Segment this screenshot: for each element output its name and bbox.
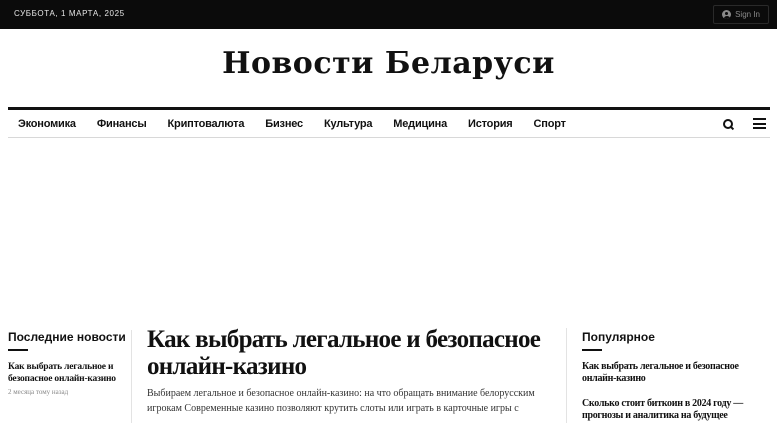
nav-item-culture[interactable]: Культура	[323, 118, 373, 130]
popular-item-title[interactable]: Как выбрать легальное и безопасное онлайн-казино	[582, 361, 739, 384]
column-divider	[566, 328, 567, 423]
featured-article	[147, 326, 552, 416]
hamburger-menu-icon[interactable]	[753, 118, 766, 129]
popular-section	[582, 330, 762, 422]
latest-news-item-time: 2 месяца тому назад	[8, 388, 69, 396]
nav-item-sport[interactable]: Спорт	[533, 118, 566, 130]
main-navigation	[8, 107, 770, 138]
latest-news-title: Последние новости	[8, 330, 126, 344]
nav-item-crypto[interactable]: Криптовалюта	[167, 118, 245, 130]
nav-item-economy[interactable]: Экономика	[18, 118, 76, 130]
user-icon	[722, 10, 731, 19]
latest-news-section	[8, 330, 126, 396]
section-underline	[8, 349, 28, 351]
site-logo[interactable]: Новости Беларуси	[222, 46, 555, 81]
nav-item-finance[interactable]: Финансы	[96, 118, 147, 130]
current-date: СУББОТА, 1 МАРТА, 2025	[14, 9, 125, 18]
sign-in-button[interactable]	[713, 5, 769, 24]
latest-news-item-title[interactable]: Как выбрать легальное и безопасное онлайн-казино	[8, 362, 116, 384]
nav-item-history[interactable]: История	[468, 118, 513, 130]
nav-item-medicine[interactable]: Медицина	[393, 118, 448, 130]
popular-title: Популярное	[582, 330, 655, 344]
popular-item-title[interactable]: Сколько стоит биткоин в 2024 году — прогнозы и аналитика на будущее	[582, 398, 743, 421]
article-excerpt: Выбираем легальное и безопасное онлайн-казино: на что обращать внимание белорусским игрокам Современные казино позволяют крутить слоты или играть в карточные игры с	[147, 388, 535, 414]
top-bar	[0, 0, 777, 29]
sign-in-label: Sign In	[735, 10, 760, 19]
nav-item-business[interactable]: Бизнес	[265, 118, 303, 130]
column-divider	[131, 330, 132, 423]
section-underline	[582, 349, 602, 351]
search-icon[interactable]	[723, 119, 734, 130]
article-title[interactable]: Как выбрать легальное и безопасное онлайн-казино	[147, 326, 541, 380]
